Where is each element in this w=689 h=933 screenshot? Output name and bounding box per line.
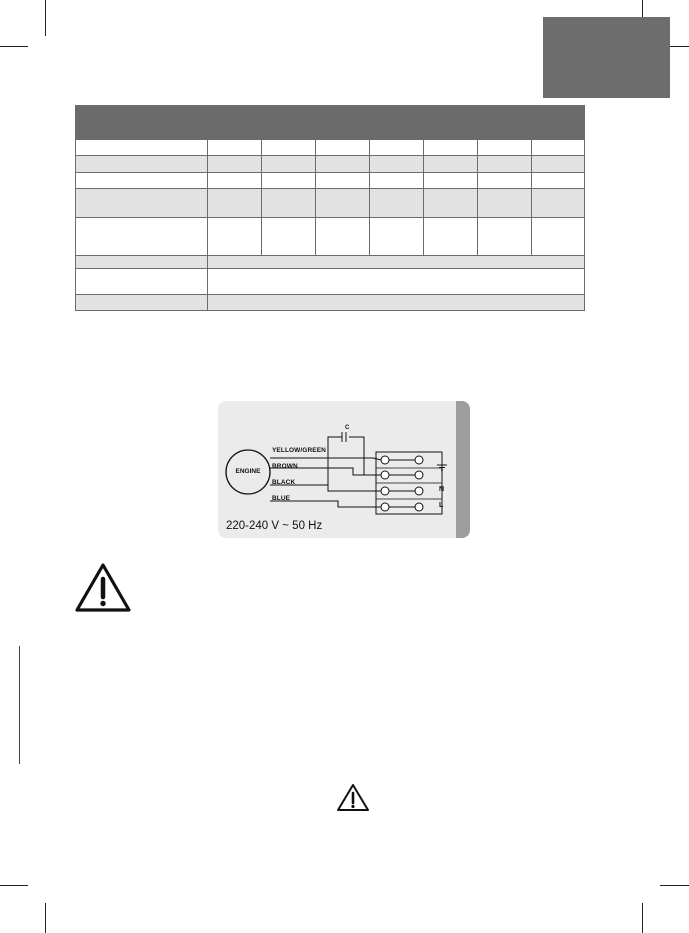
language-tab [543, 17, 670, 98]
wire-label-yellow-green: YELLOW/GREEN [272, 447, 326, 454]
table-rule [76, 155, 584, 156]
table-rule [477, 106, 478, 255]
table-row [76, 256, 584, 268]
table-row [76, 189, 584, 217]
table-rule [76, 294, 584, 295]
margin-bar [19, 646, 20, 764]
table-rule [76, 268, 584, 269]
wire-label-black: BLACK [272, 479, 296, 486]
engine-label: ENGINE [235, 468, 261, 475]
terminal-label-neutral: N [439, 486, 445, 493]
wire-label-brown: BROWN [272, 463, 298, 470]
wiring-diagram [218, 401, 470, 538]
crop-mark [45, 0, 46, 36]
earth-ground-icon [437, 453, 447, 470]
table-rule [76, 172, 584, 173]
table-rule [207, 106, 208, 311]
crop-mark [0, 46, 28, 47]
table-rule [76, 139, 584, 140]
table-row [76, 295, 584, 311]
warning-triangle-icon [74, 562, 132, 614]
table-rule [369, 106, 370, 255]
table-rule [76, 188, 584, 189]
table-rule [76, 255, 584, 256]
table-rule [531, 106, 532, 255]
terminal-label-line: L [439, 502, 444, 509]
table-header [76, 106, 584, 139]
specification-table [75, 105, 585, 311]
table-row [76, 156, 584, 172]
table-rule [261, 106, 262, 255]
wire-label-blue: BLUE [272, 495, 291, 502]
crop-mark [0, 885, 28, 886]
voltage-rating: 220-240 V ~ 50 Hz [226, 520, 323, 532]
table-rule [423, 106, 424, 255]
capacitor-label: C [345, 425, 350, 431]
crop-mark [660, 885, 689, 886]
crop-mark [45, 903, 46, 933]
table-rule [76, 217, 584, 218]
warning-triangle-icon [336, 783, 370, 813]
crop-mark [642, 903, 643, 933]
table-rule [315, 106, 316, 255]
